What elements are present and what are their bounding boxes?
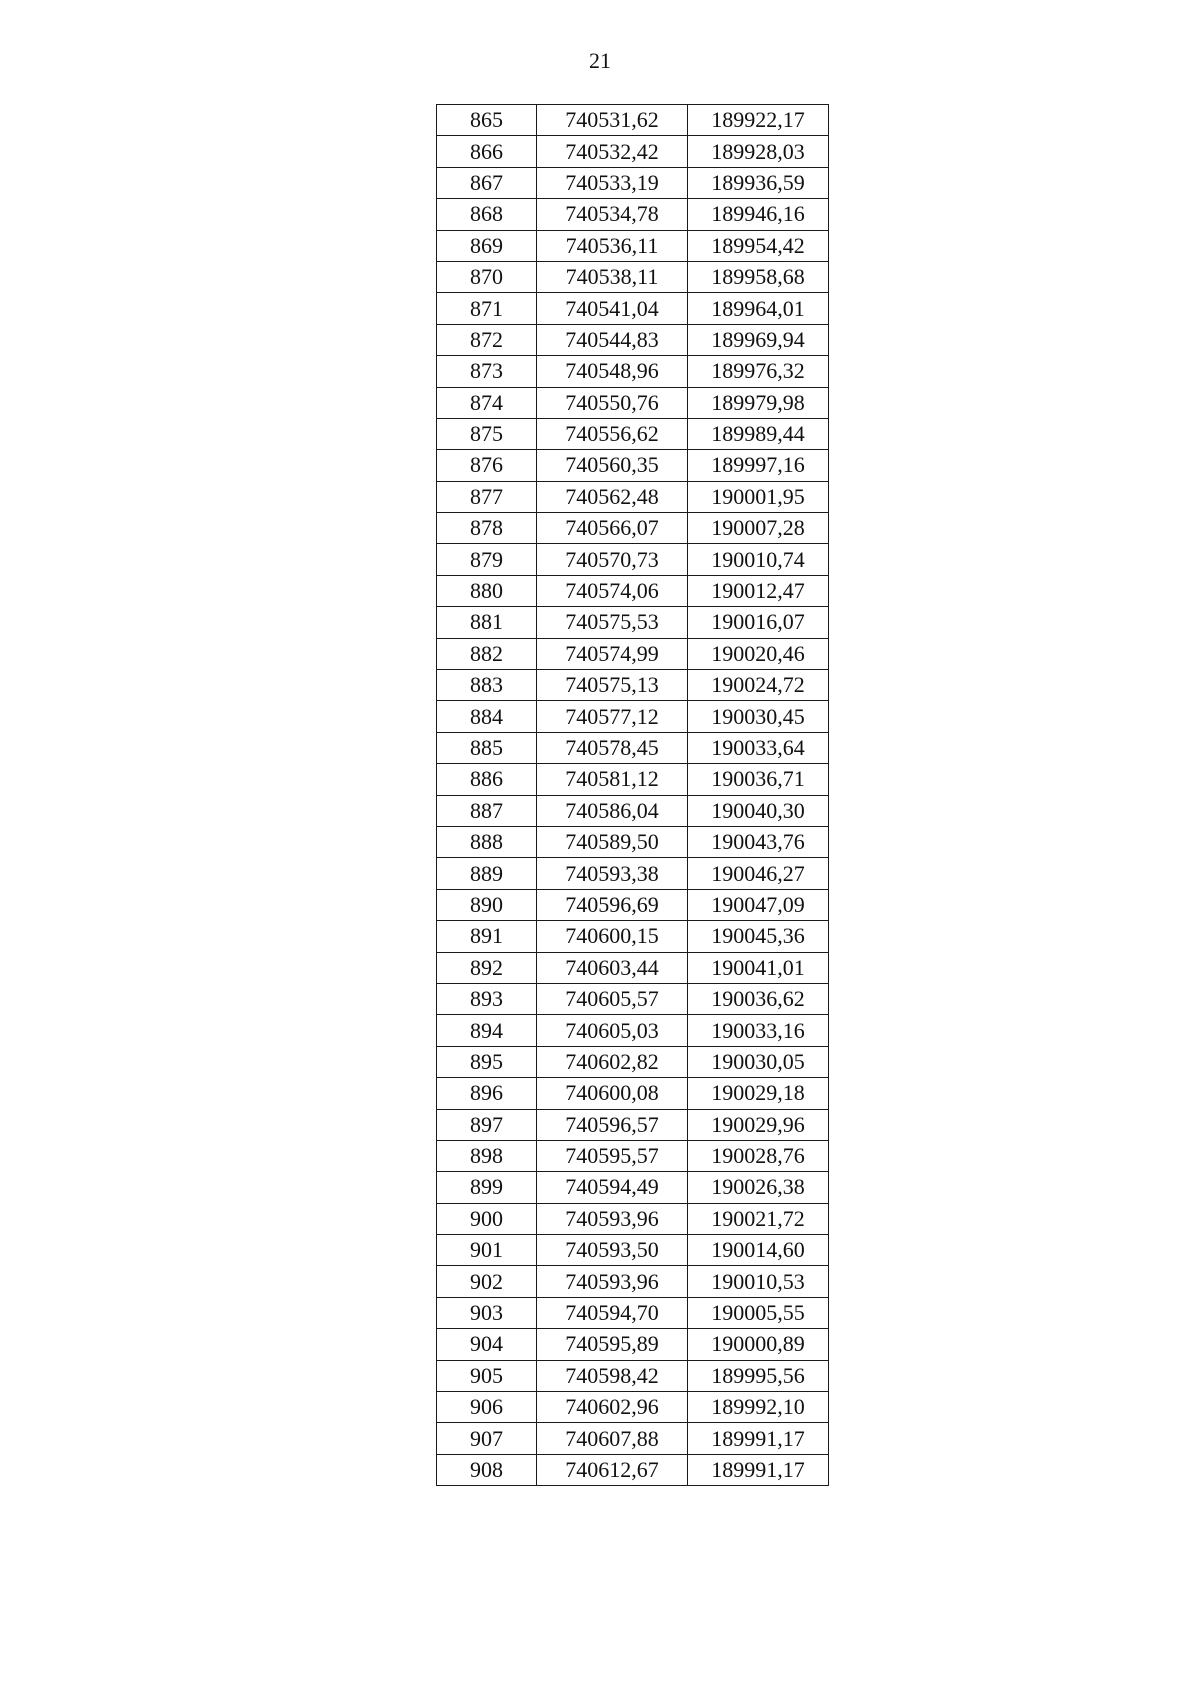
point-number-cell: 865 [437, 105, 537, 136]
point-number-cell: 900 [437, 1203, 537, 1234]
point-number-cell: 891 [437, 921, 537, 952]
x-coordinate-cell: 740538,11 [537, 261, 688, 292]
point-number-cell: 868 [437, 199, 537, 230]
y-coordinate-cell: 190041,01 [688, 952, 829, 983]
table-row [437, 450, 829, 481]
point-number-cell: 878 [437, 513, 537, 544]
table-row [437, 1423, 829, 1454]
point-number-cell: 906 [437, 1392, 537, 1423]
y-coordinate-cell: 189958,68 [688, 261, 829, 292]
x-coordinate-cell: 740544,83 [537, 324, 688, 355]
x-coordinate-cell: 740600,08 [537, 1078, 688, 1109]
x-coordinate-cell: 740593,50 [537, 1235, 688, 1266]
y-coordinate-cell: 190016,07 [688, 607, 829, 638]
point-number-cell: 881 [437, 607, 537, 638]
table-row [437, 167, 829, 198]
point-number-cell: 879 [437, 544, 537, 575]
point-number-cell: 866 [437, 136, 537, 167]
x-coordinate-cell: 740577,12 [537, 701, 688, 732]
y-coordinate-cell: 189922,17 [688, 105, 829, 136]
x-coordinate-cell: 740607,88 [537, 1423, 688, 1454]
table-row [437, 1203, 829, 1234]
x-coordinate-cell: 740602,82 [537, 1046, 688, 1077]
table-row [437, 1046, 829, 1077]
x-coordinate-cell: 740541,04 [537, 293, 688, 324]
x-coordinate-cell: 740532,42 [537, 136, 688, 167]
y-coordinate-cell: 189976,32 [688, 356, 829, 387]
point-number-cell: 897 [437, 1109, 537, 1140]
point-number-cell: 899 [437, 1172, 537, 1203]
x-coordinate-cell: 740574,06 [537, 575, 688, 606]
y-coordinate-cell: 189936,59 [688, 167, 829, 198]
y-coordinate-cell: 190043,76 [688, 826, 829, 857]
point-number-cell: 886 [437, 764, 537, 795]
y-coordinate-cell: 189928,03 [688, 136, 829, 167]
table-row [437, 701, 829, 732]
table-row [437, 1360, 829, 1391]
x-coordinate-cell: 740594,70 [537, 1297, 688, 1328]
table-row [437, 261, 829, 292]
y-coordinate-cell: 189946,16 [688, 199, 829, 230]
y-coordinate-cell: 189964,01 [688, 293, 829, 324]
y-coordinate-cell: 190036,62 [688, 983, 829, 1014]
x-coordinate-cell: 740575,13 [537, 670, 688, 701]
x-coordinate-cell: 740595,57 [537, 1140, 688, 1171]
x-coordinate-cell: 740534,78 [537, 199, 688, 230]
y-coordinate-cell: 190021,72 [688, 1203, 829, 1234]
point-number-cell: 893 [437, 983, 537, 1014]
x-coordinate-cell: 740598,42 [537, 1360, 688, 1391]
point-number-cell: 871 [437, 293, 537, 324]
point-number-cell: 905 [437, 1360, 537, 1391]
y-coordinate-cell: 190046,27 [688, 858, 829, 889]
table-row [437, 638, 829, 669]
table-row [437, 199, 829, 230]
y-coordinate-cell: 190030,45 [688, 701, 829, 732]
table-row [437, 732, 829, 763]
x-coordinate-cell: 740595,89 [537, 1329, 688, 1360]
page-number: 21 [589, 48, 611, 73]
x-coordinate-cell: 740566,07 [537, 513, 688, 544]
x-coordinate-cell: 740533,19 [537, 167, 688, 198]
x-coordinate-cell: 740596,69 [537, 889, 688, 920]
x-coordinate-cell: 740562,48 [537, 481, 688, 512]
y-coordinate-cell: 189979,98 [688, 387, 829, 418]
y-coordinate-cell: 190033,64 [688, 732, 829, 763]
x-coordinate-cell: 740560,35 [537, 450, 688, 481]
y-coordinate-cell: 190001,95 [688, 481, 829, 512]
point-number-cell: 882 [437, 638, 537, 669]
x-coordinate-cell: 740536,11 [537, 230, 688, 261]
table-row [437, 1266, 829, 1297]
point-number-cell: 898 [437, 1140, 537, 1171]
point-number-cell: 890 [437, 889, 537, 920]
table-row [437, 670, 829, 701]
x-coordinate-cell: 740605,57 [537, 983, 688, 1014]
table-row [437, 858, 829, 889]
table-row [437, 1297, 829, 1328]
point-number-cell: 880 [437, 575, 537, 606]
point-number-cell: 895 [437, 1046, 537, 1077]
y-coordinate-cell: 190012,47 [688, 575, 829, 606]
point-number-cell: 889 [437, 858, 537, 889]
y-coordinate-cell: 190047,09 [688, 889, 829, 920]
x-coordinate-cell: 740581,12 [537, 764, 688, 795]
table-row [437, 764, 829, 795]
table-row [437, 1392, 829, 1423]
y-coordinate-cell: 190024,72 [688, 670, 829, 701]
y-coordinate-cell: 190028,76 [688, 1140, 829, 1171]
y-coordinate-cell: 190026,38 [688, 1172, 829, 1203]
x-coordinate-cell: 740596,57 [537, 1109, 688, 1140]
x-coordinate-cell: 740550,76 [537, 387, 688, 418]
point-number-cell: 877 [437, 481, 537, 512]
point-number-cell: 876 [437, 450, 537, 481]
table-row [437, 1235, 829, 1266]
table-row [437, 1454, 829, 1485]
y-coordinate-cell: 189992,10 [688, 1392, 829, 1423]
table-row [437, 324, 829, 355]
y-coordinate-cell: 189989,44 [688, 418, 829, 449]
table-row [437, 513, 829, 544]
table-row [437, 387, 829, 418]
point-number-cell: 888 [437, 826, 537, 857]
point-number-cell: 884 [437, 701, 537, 732]
point-number-cell: 883 [437, 670, 537, 701]
x-coordinate-cell: 740594,49 [537, 1172, 688, 1203]
y-coordinate-cell: 190000,89 [688, 1329, 829, 1360]
point-number-cell: 903 [437, 1297, 537, 1328]
point-number-cell: 894 [437, 1015, 537, 1046]
y-coordinate-cell: 190014,60 [688, 1235, 829, 1266]
x-coordinate-cell: 740612,67 [537, 1454, 688, 1485]
point-number-cell: 908 [437, 1454, 537, 1485]
table-row [437, 575, 829, 606]
point-number-cell: 874 [437, 387, 537, 418]
point-number-cell: 875 [437, 418, 537, 449]
point-number-cell: 896 [437, 1078, 537, 1109]
x-coordinate-cell: 740531,62 [537, 105, 688, 136]
x-coordinate-cell: 740570,73 [537, 544, 688, 575]
table-row [437, 1140, 829, 1171]
table-row [437, 983, 829, 1014]
table-row [437, 795, 829, 826]
x-coordinate-cell: 740578,45 [537, 732, 688, 763]
x-coordinate-cell: 740575,53 [537, 607, 688, 638]
point-number-cell: 902 [437, 1266, 537, 1297]
y-coordinate-cell: 189969,94 [688, 324, 829, 355]
x-coordinate-cell: 740574,99 [537, 638, 688, 669]
table-row [437, 921, 829, 952]
y-coordinate-cell: 190007,28 [688, 513, 829, 544]
y-coordinate-cell: 190029,96 [688, 1109, 829, 1140]
point-number-cell: 887 [437, 795, 537, 826]
x-coordinate-cell: 740605,03 [537, 1015, 688, 1046]
table-row [437, 356, 829, 387]
table-row [437, 1329, 829, 1360]
y-coordinate-cell: 190040,30 [688, 795, 829, 826]
point-number-cell: 904 [437, 1329, 537, 1360]
y-coordinate-cell: 190045,36 [688, 921, 829, 952]
y-coordinate-cell: 190010,74 [688, 544, 829, 575]
x-coordinate-cell: 740600,15 [537, 921, 688, 952]
table-row [437, 889, 829, 920]
point-number-cell: 870 [437, 261, 537, 292]
table-row [437, 826, 829, 857]
x-coordinate-cell: 740589,50 [537, 826, 688, 857]
table-row [437, 136, 829, 167]
point-number-cell: 872 [437, 324, 537, 355]
x-coordinate-cell: 740603,44 [537, 952, 688, 983]
x-coordinate-cell: 740593,96 [537, 1203, 688, 1234]
y-coordinate-cell: 189991,17 [688, 1454, 829, 1485]
x-coordinate-cell: 740593,38 [537, 858, 688, 889]
point-number-cell: 892 [437, 952, 537, 983]
y-coordinate-cell: 189991,17 [688, 1423, 829, 1454]
x-coordinate-cell: 740602,96 [537, 1392, 688, 1423]
table-row [437, 1015, 829, 1046]
y-coordinate-cell: 190036,71 [688, 764, 829, 795]
x-coordinate-cell: 740593,96 [537, 1266, 688, 1297]
table-row [437, 1078, 829, 1109]
y-coordinate-cell: 189954,42 [688, 230, 829, 261]
y-coordinate-cell: 190033,16 [688, 1015, 829, 1046]
y-coordinate-cell: 190030,05 [688, 1046, 829, 1077]
coordinates-table [436, 104, 829, 1486]
y-coordinate-cell: 189997,16 [688, 450, 829, 481]
y-coordinate-cell: 190010,53 [688, 1266, 829, 1297]
y-coordinate-cell: 190020,46 [688, 638, 829, 669]
point-number-cell: 901 [437, 1235, 537, 1266]
point-number-cell: 907 [437, 1423, 537, 1454]
table-row [437, 1172, 829, 1203]
table-row [437, 418, 829, 449]
y-coordinate-cell: 190005,55 [688, 1297, 829, 1328]
table-row [437, 230, 829, 261]
table-row [437, 1109, 829, 1140]
coordinates-table-body [437, 105, 829, 1486]
point-number-cell: 867 [437, 167, 537, 198]
point-number-cell: 873 [437, 356, 537, 387]
y-coordinate-cell: 190029,18 [688, 1078, 829, 1109]
x-coordinate-cell: 740586,04 [537, 795, 688, 826]
table-row [437, 481, 829, 512]
table-row [437, 952, 829, 983]
table-row [437, 105, 829, 136]
table-row [437, 293, 829, 324]
point-number-cell: 869 [437, 230, 537, 261]
x-coordinate-cell: 740548,96 [537, 356, 688, 387]
y-coordinate-cell: 189995,56 [688, 1360, 829, 1391]
table-row [437, 607, 829, 638]
x-coordinate-cell: 740556,62 [537, 418, 688, 449]
point-number-cell: 885 [437, 732, 537, 763]
table-row [437, 544, 829, 575]
